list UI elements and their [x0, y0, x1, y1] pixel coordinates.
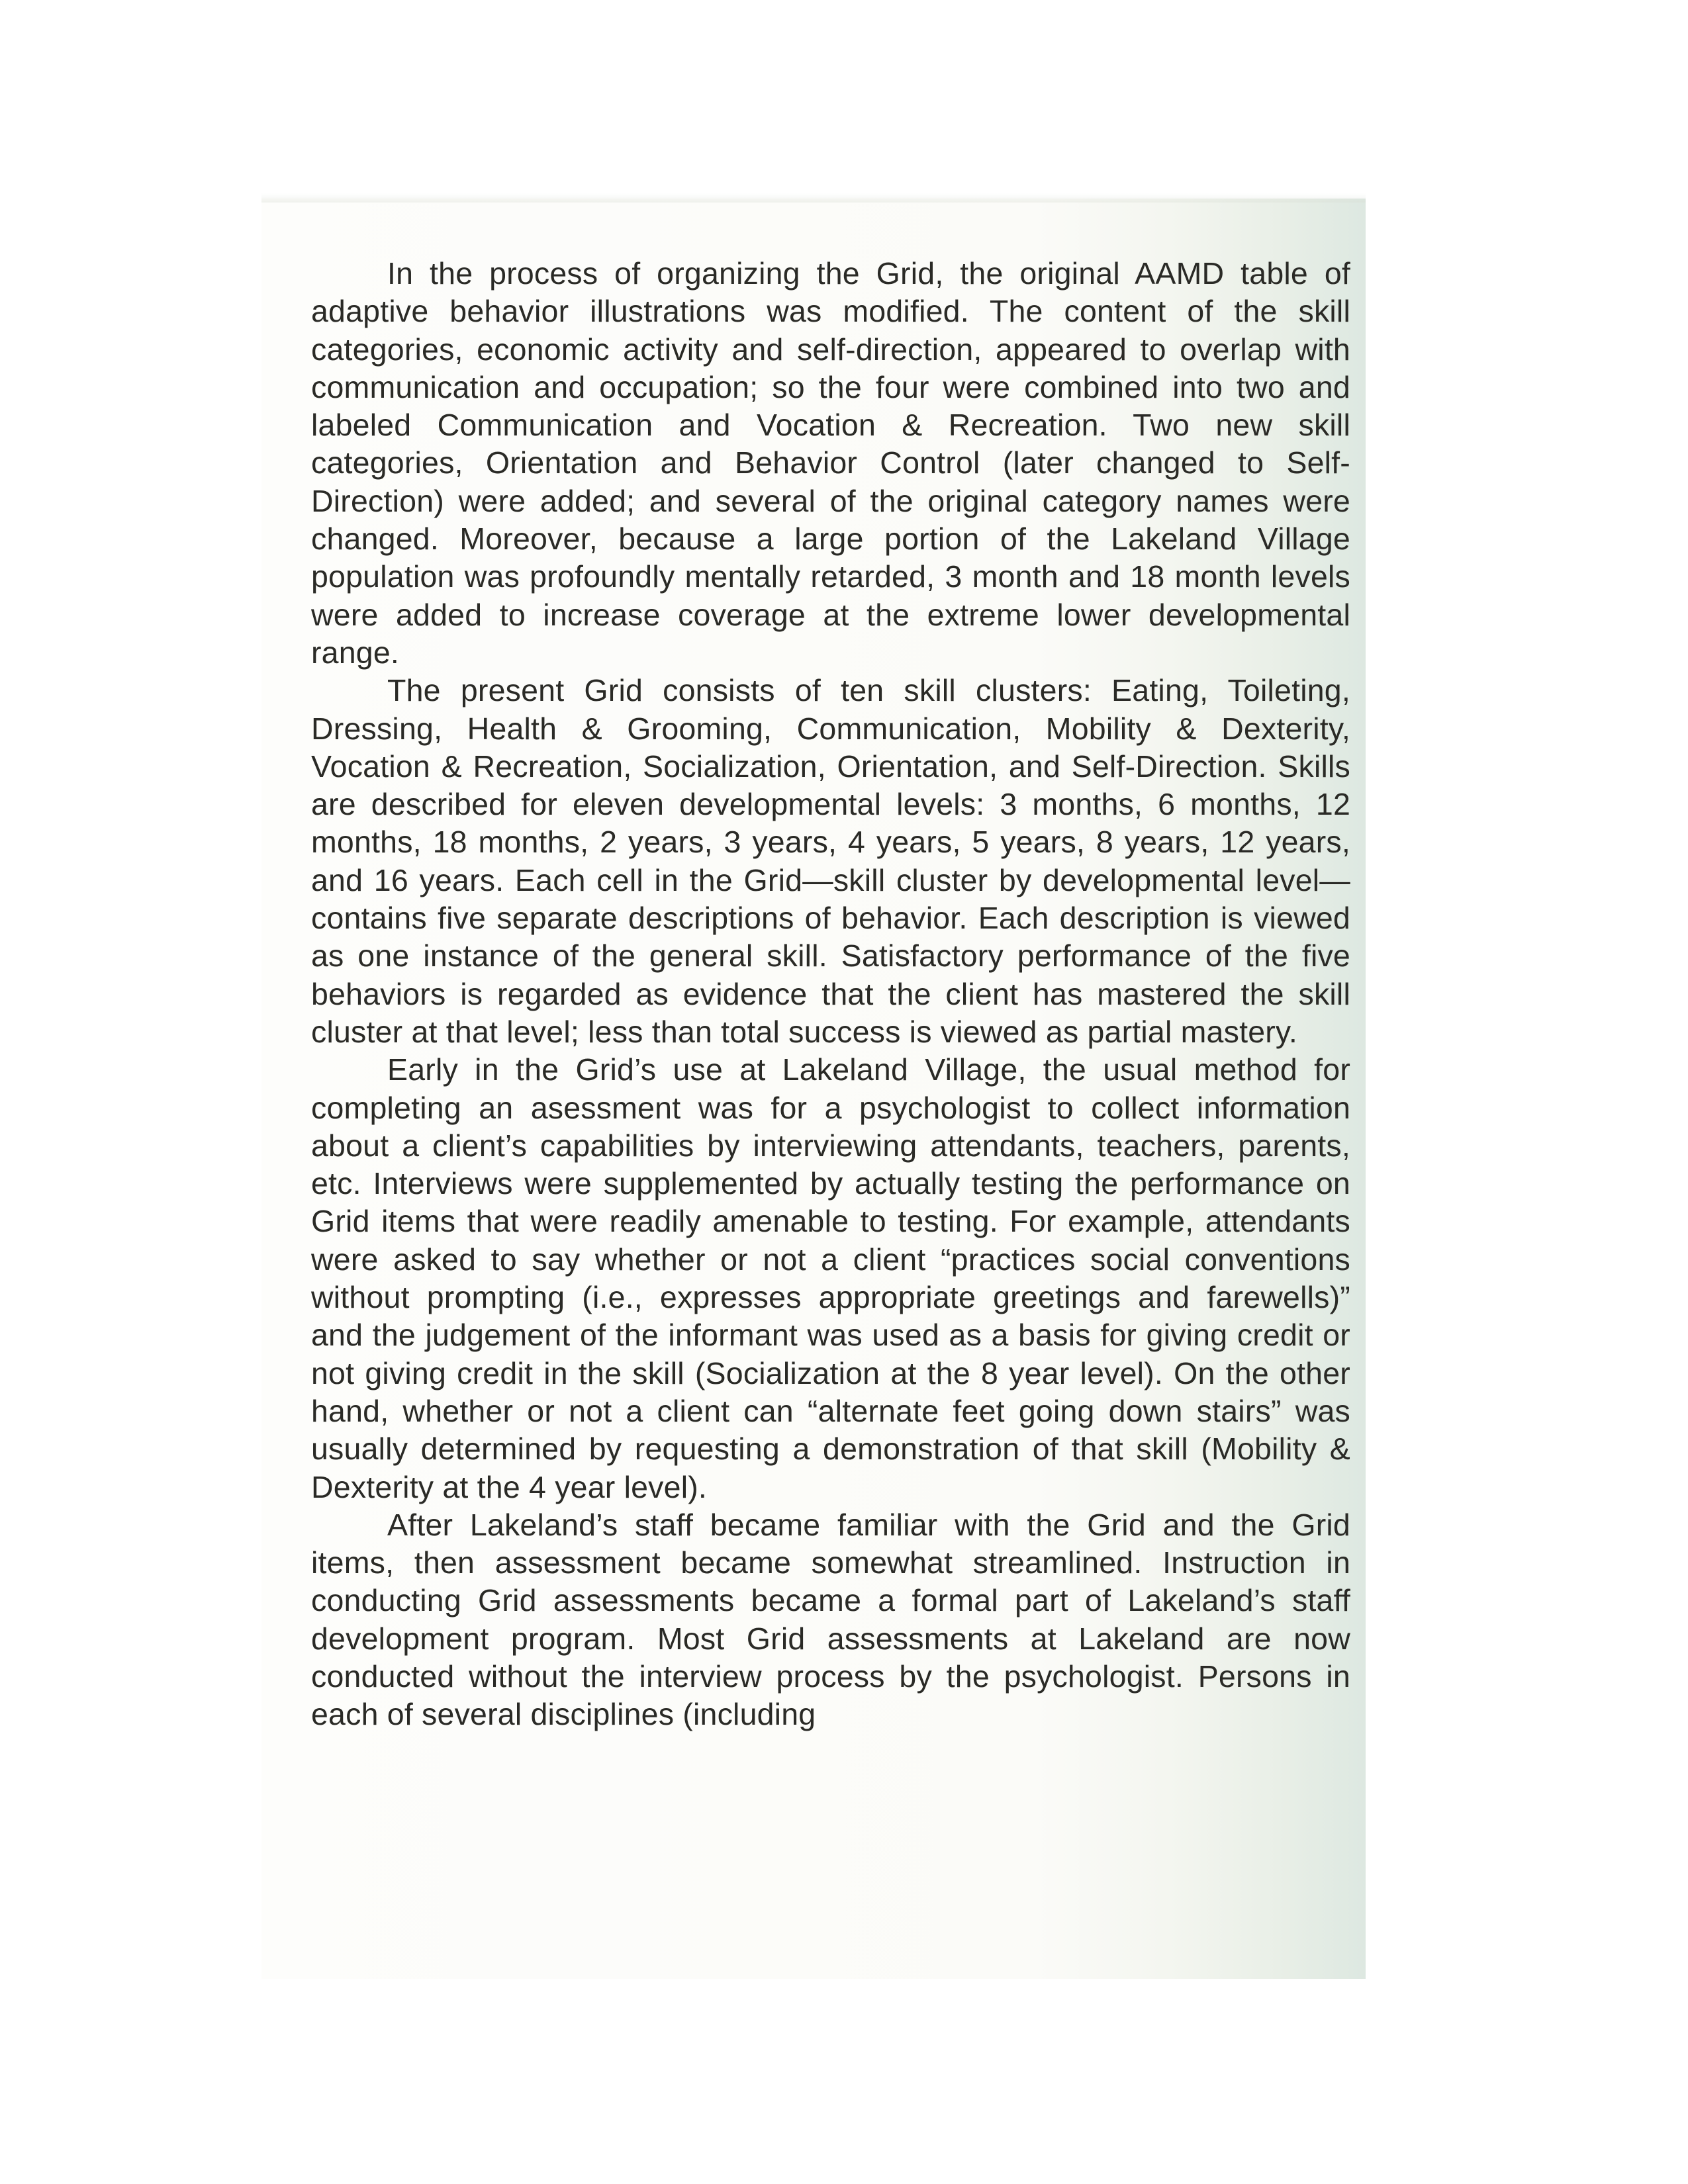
paragraph-streamlined-assessment: After Lakeland’s staff became familiar with the Grid and the Grid items, then assessment became somewhat streamlined. Instruction in conducting Grid assessments became a formal part of Lakeland’s staff development program. Most Grid assessments at Lakeland are now conducted without the interview process by the psychologist. Persons in each of several disciplines (including [311, 1507, 1350, 1732]
paragraph-assessment-method: Early in the Grid’s use at Lakeland Village, the usual method for completing an asessment was for a psychologist to collect information about a client’s capabilities by interviewing attendants, teachers, parents, etc. Interviews were supplemented by actually testing the performance on Grid items that were readily amenable to testing. For example, attendants were asked to say whether or not a client “practices social conventions without prompting (i.e., expresses appropriate greetings and farewells)” and the judgement of the informant was used as a basis for giving credit or not giving credit in the skill (Socialization at the 8 year level). On the other hand, whether or not a client can “alternate feet going down stairs” was usually determined by requesting a demonstration of that skill (Mobility & Dexterity at the 4 year level). [311, 1052, 1350, 1504]
body-text [311, 255, 1350, 1734]
paragraph-grid-organization: In the process of organizing the Grid, the original AAMD table of adaptive behavior illustrations was modified. The content of the skill categories, economic activity and self-direction, appeared to overlap with communication and occupation; so the four were combined into two and labeled Communication and Vocation & Recreation. Two new skill categories, Orientation and Behavior Control (later changed to Self-Direction) were added; and several of the original category names were changed. Moreover, because a large portion of the Lakeland Village population was profoundly mentally retarded, 3 month and 18 month levels were added to increase coverage at the extreme lower developmental range. [311, 256, 1350, 670]
paragraph-skill-clusters: The present Grid consists of ten skill clusters: Eating, Toileting, Dressing, Health & Grooming, Communication, Mobility & Dexterity, Vocation & Recreation, Socialization, Orientation, and Self-Direction. Skills are described for eleven developmental levels: 3 months, 6 months, 12 months, 18 months, 2 years, 3 years, 4 years, 5 years, 8 years, 12 years, and 16 years. Each cell in the Grid—skill cluster by developmental level—contains five separate descriptions of behavior. Each description is viewed as one instance of the general skill. Satisfactory performance of the five behaviors is regarded as evidence that the client has mastered the skill cluster at that level; less than total success is viewed as partial mastery. [311, 673, 1350, 1049]
page-edge-shadow [261, 193, 1366, 203]
